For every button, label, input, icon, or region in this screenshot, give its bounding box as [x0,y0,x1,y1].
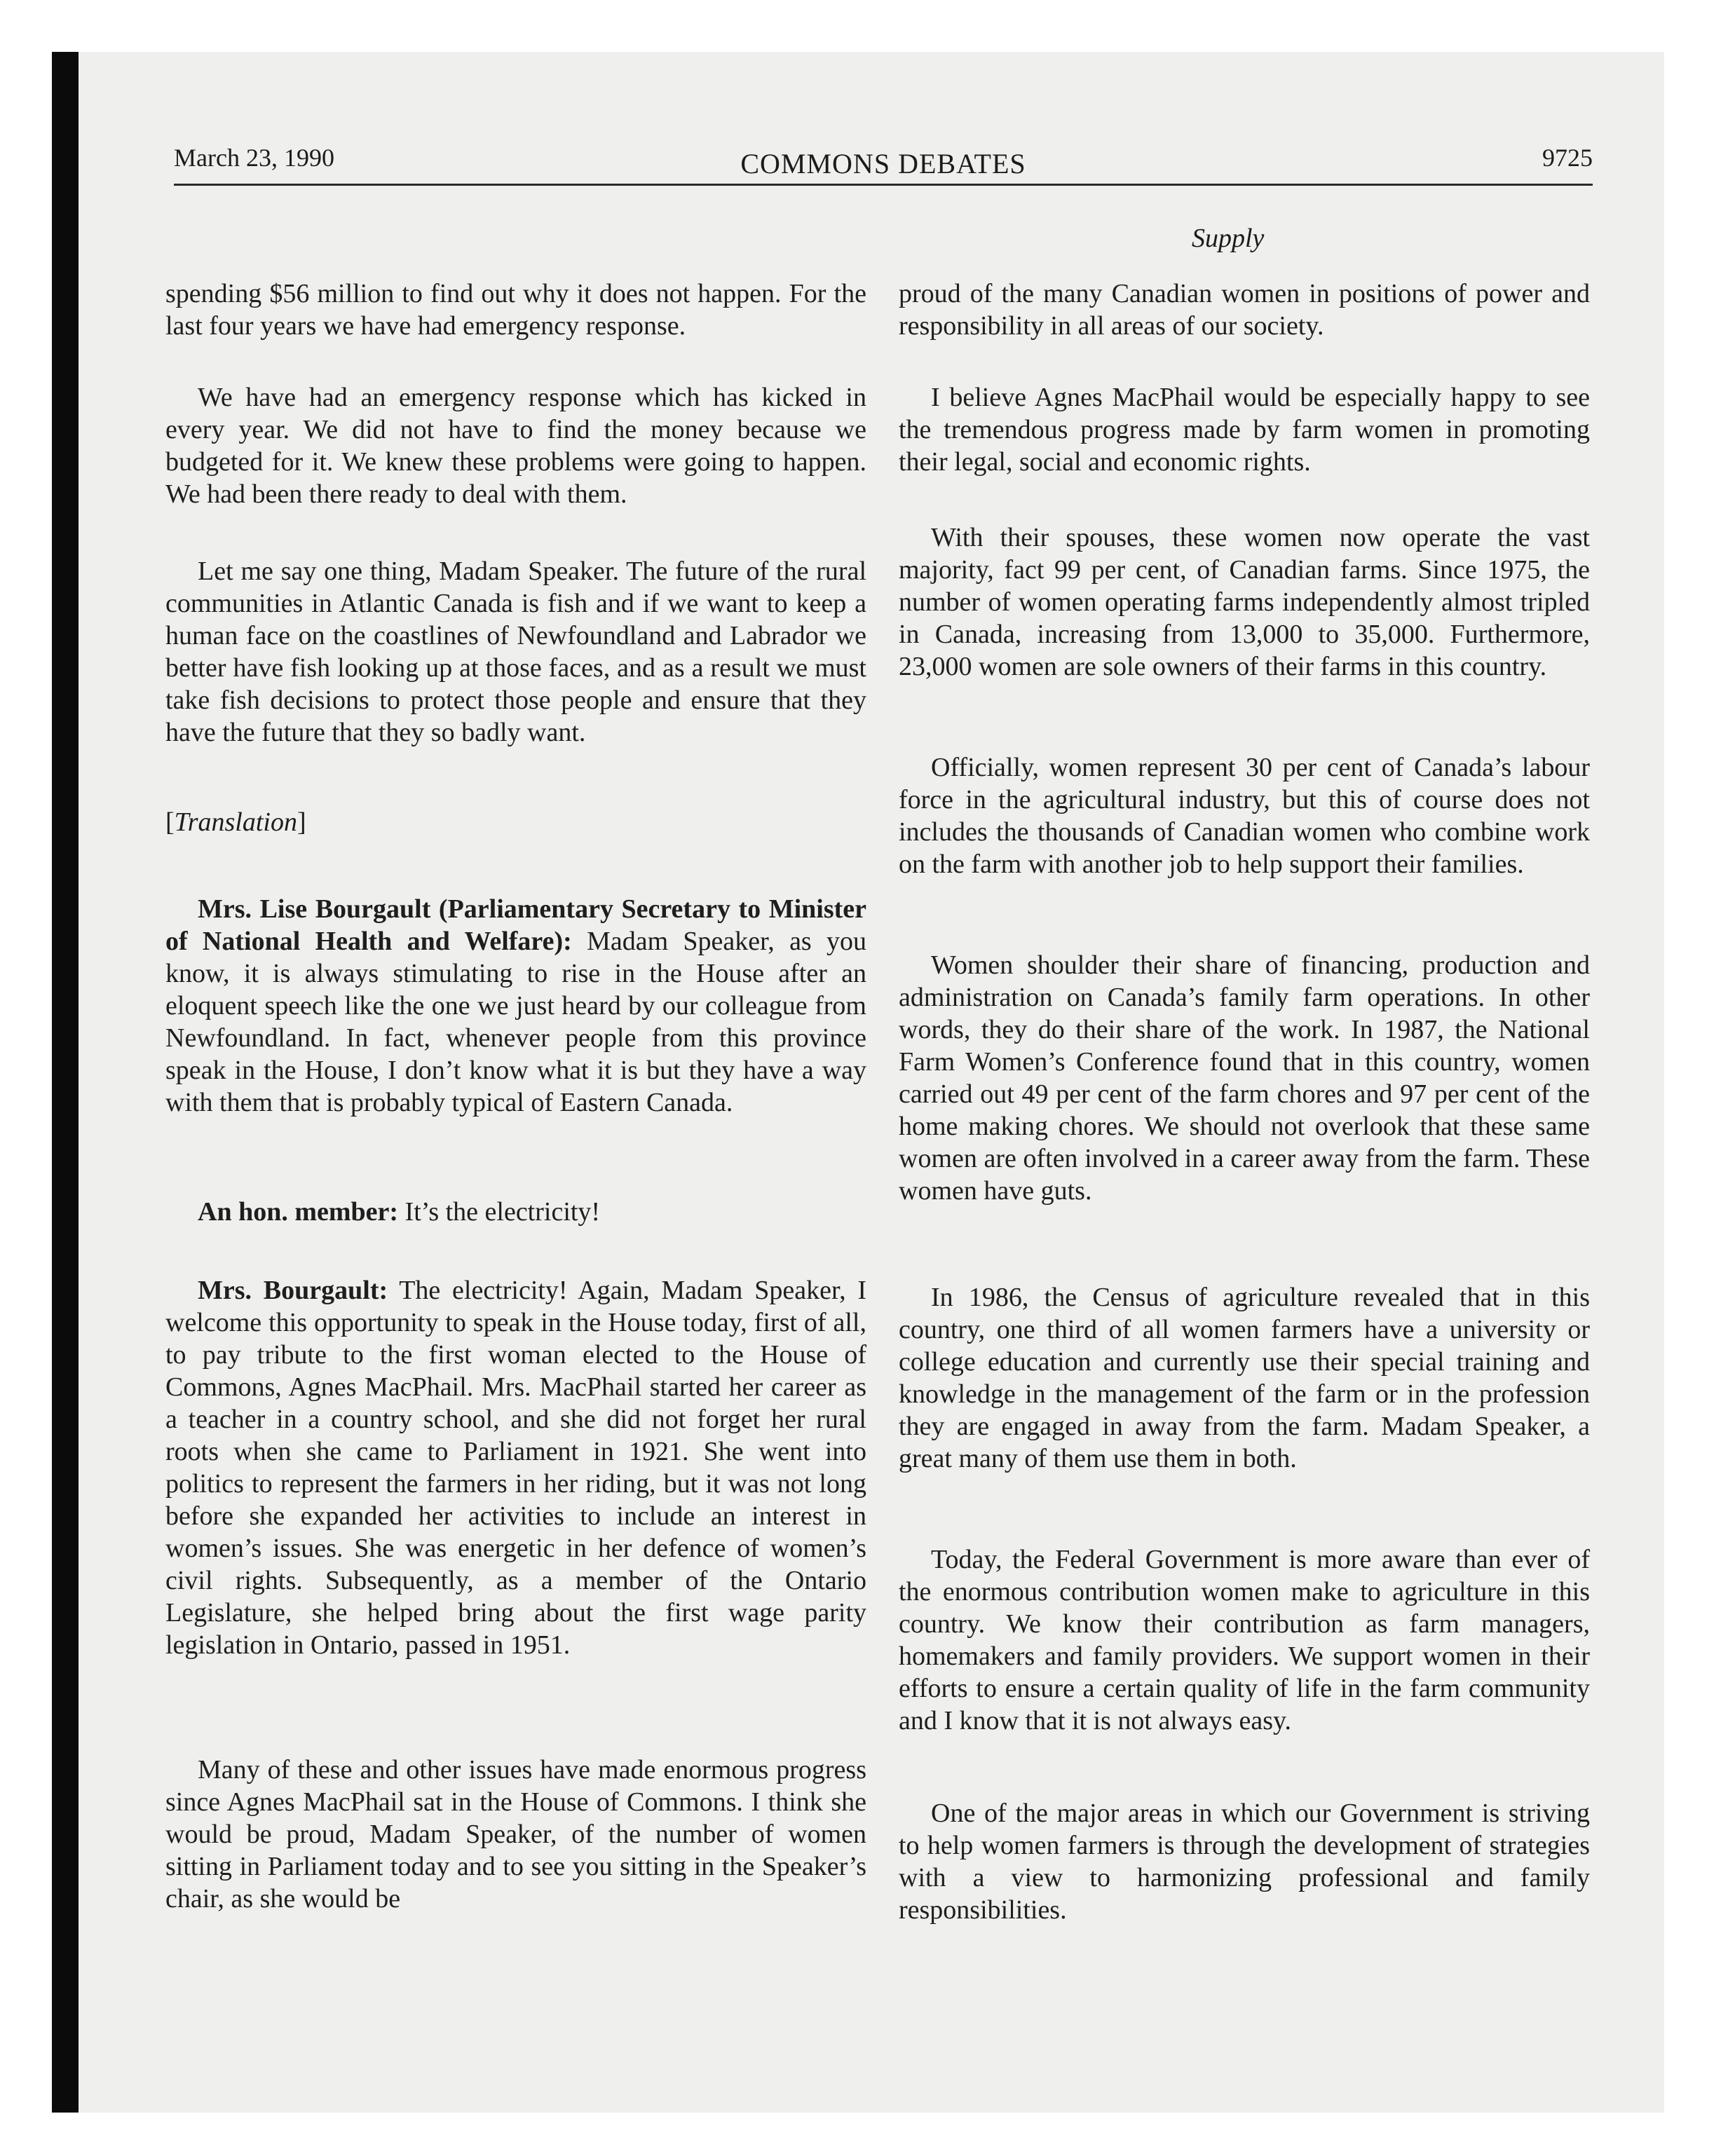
right-column [899,278,1590,1932]
paragraph [165,1274,866,1661]
paragraph: Many of these and other issues have made enormous progress since Agnes MacPhail sat in the House of Commons. I think she would be proud, Madam Speaker, of the number of women sitting in Parliament today and to see you sitting in the Speaker’s chair, as she would be [165,1755,866,1913]
paragraph: proud of the many Canadian women in positions of power and responsibility in all areas of our society. [899,279,1590,341]
speech-text: The electricity! Again, Madam Speaker, I welcome this opportunity to speak in the House today, first of all, to pay tribute to the first woman elected to the House of Commons, Agnes MacPhail. Mrs. MacPhail started her career as a teacher in a country school, and she did not forget her rural roots when she came to Parliament in 1921. She went into politics to represent the farmers in her riding, but it was not long before she expanded her activities to include an interest in women’s issues. She was energetic in her defence of women’s civil rights. Subsequently, as a member of the Ontario Legislature, she helped bring about the first wage parity legislation in Ontario, passed in 1951. [165,1276,866,1660]
paragraph: Today, the Federal Government is more aware than ever of the enormous contribution women make to agriculture in this country. We know their contribution as farm managers, homemakers and family providers. We support women in their efforts to ensure a certain quality of life in the farm community and I know that it is not always easy. [899,1545,1590,1735]
paragraph: I believe Agnes MacPhail would be especially happy to see the tremendous progress made by farm women in promoting their legal, social and economic rights. [899,383,1590,477]
section-label: Supply [1192,224,1265,253]
speaker-name: Mrs. Lise Bourgault (Parliamentary Secretary to Minister of National Health and Welfare): [165,894,866,956]
speaker-name: Mrs. Bourgault: [198,1276,388,1305]
paragraph [165,893,866,1119]
paragraph: Let me say one thing, Madam Speaker. The future of the rural communities in Atlantic Canada is fish and if we want to keep a human face on the coastlines of Newfoundland and Labrador we better have fish looking up at those faces, and as a result we must take fish decisions to protect those people and ensure that they have the future that they so badly want. [165,557,866,747]
header-rule [174,184,1593,186]
speech-text: Madam Speaker, as you know, it is always stimulating to rise in the House after an eloquent speech like the one we just heard by our colleague from Newfoundland. In fact, whenever people from this province speak in the House, I don’t know what it is but they have a way with them that is probably typical of Eastern Canada. [165,927,866,1117]
speaker-name: An hon. member: [198,1197,399,1227]
paragraph: With their spouses, these women now operate the vast majority, fact 99 per cent, of Canadian farms. Since 1975, the number of women operating farms independently almost tripled in Canada, increasing from 13,000 to 35,000. Furthermore, 23,000 women are sole owners of their farms in this country. [899,523,1590,681]
translation-marker [165,806,866,838]
binding-edge [52,52,79,2113]
paragraph: Women shoulder their share of financing, production and administration on Canada’s family farm operations. In other words, they do their share of the work. In 1987, the National Farm Women’s Conference found that in this country, women carried out 49 per cent of the farm chores and 97 per cent of the home making chores. We should not overlook that these same women are often involved in a career away from the farm. These women have guts. [899,950,1590,1206]
paragraph: spending $56 million to find out why it does not happen. For the last four years we have had emergency response. [165,279,866,341]
paragraph: In 1986, the Census of agriculture revealed that in this country, one third of all women farmers have a university or college education and currently use their special training and knowledge in the management of the farm or in the profession they are engaged in away from the farm. Madam Speaker, a great many of them use them in both. [899,1283,1590,1473]
bracket-close: ] [297,807,306,837]
paragraph: One of the major areas in which our Government is striving to help women farmers is through the development of strategies with a view to harmonizing professional and family responsibilities. [899,1799,1590,1925]
paragraph [165,1196,866,1228]
paragraph: We have had an emergency response which has kicked in every year. We did not have to find the money because we budgeted for it. We knew these problems were going to happen. We had been there ready to deal with them. [165,383,866,509]
header-date: March 23, 1990 [174,144,334,172]
header-journal-title: COMMONS DEBATES [740,148,1026,179]
paragraph: Officially, women represent 30 per cent of Canada’s labour force in the agricultural industry, but this of course does not includes the thousands of Canadian women who combine work on the farm with another job to help support their families. [899,753,1590,879]
header-page-number: 9725 [1542,144,1593,172]
translation-label: Translation [174,807,297,837]
left-column [165,278,866,1932]
bracket-open: [ [165,807,175,837]
speech-text: It’s the electricity! [398,1197,601,1227]
page-header [174,137,1593,184]
